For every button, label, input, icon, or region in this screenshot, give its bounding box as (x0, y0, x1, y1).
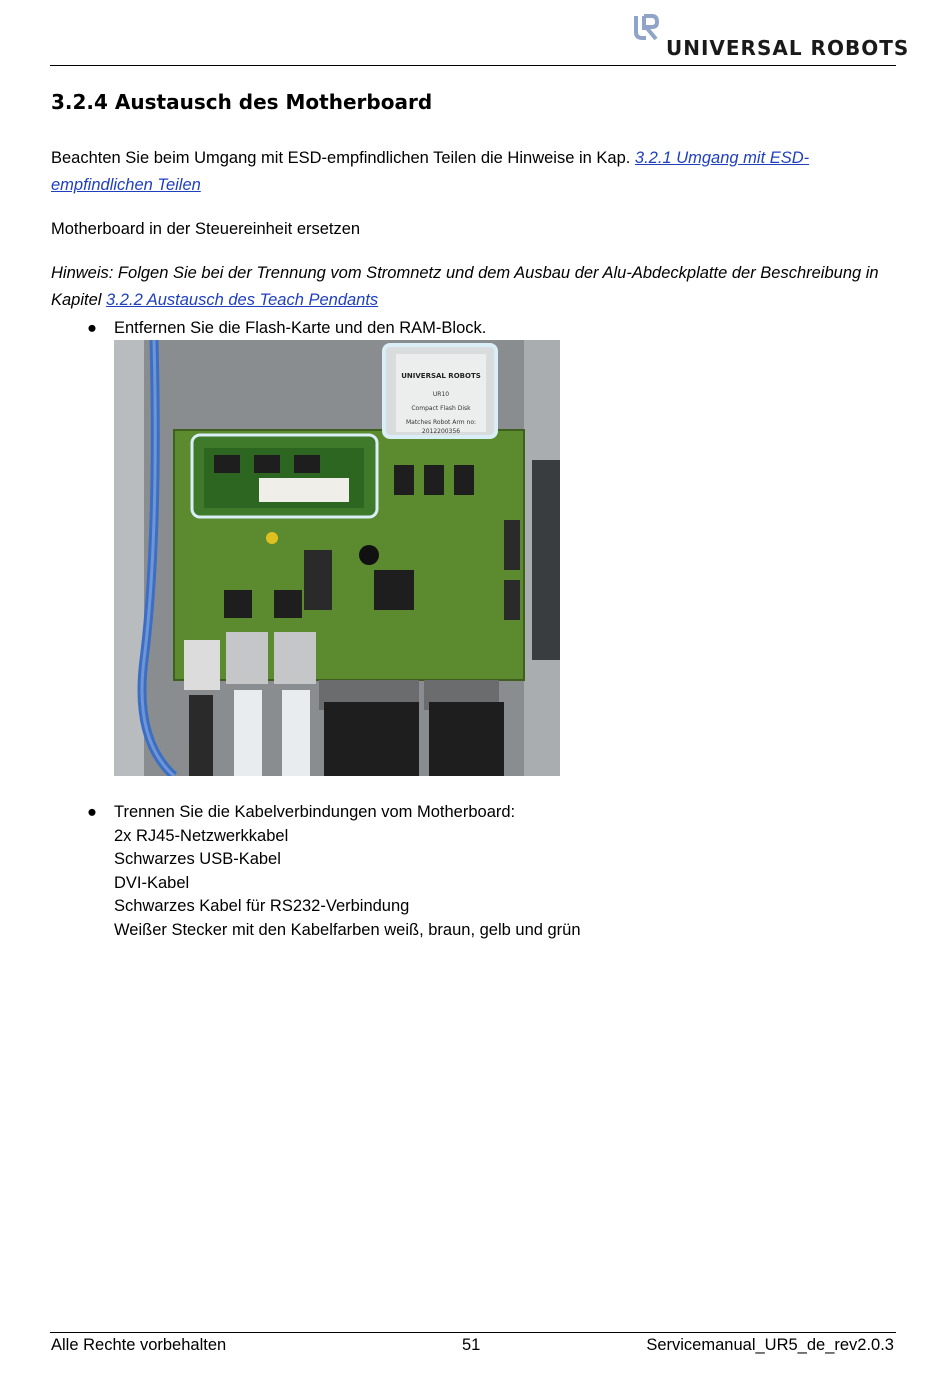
list-item (51, 801, 581, 825)
bullet-icon: ● (87, 319, 97, 337)
list-item (51, 919, 581, 943)
header-divider (50, 65, 896, 66)
list-item (51, 317, 486, 341)
step-text: Entfernen Sie die Flash-Karte und den RAM-Block. (114, 319, 487, 337)
card-model-text: UR10 (432, 391, 450, 398)
bullet-icon: ● (87, 803, 97, 821)
card-type-text: Compact Flash Disk (411, 405, 471, 412)
cable-item: 2x RJ45-Netzwerkkabel (114, 826, 289, 845)
step-text: Trennen Sie die Kabelverbindungen vom Motherboard: (114, 803, 516, 821)
page-number: 51 (462, 1336, 481, 1354)
step-list-1 (51, 317, 486, 341)
list-item (51, 848, 581, 872)
note-text: Hinweis: Folgen Sie bei der Trennung vom Stromnetz und dem Ausbau der Alu-Abdeckplatte der Beschreibung in Kapitel (51, 264, 879, 309)
motherboard-photo (114, 340, 560, 776)
footer-doc-id: Servicemanual_UR5_de_rev2.0.3 (646, 1336, 894, 1354)
ur-logo-icon (634, 14, 660, 42)
esd-section-link[interactable]: 3.2.1 Umgang mit ESD-empfindlichen Teilen (51, 149, 810, 194)
brand-name: UNIVERSAL ROBOTS (666, 36, 910, 60)
card-serial-text: 2012200356 (421, 428, 461, 435)
cable-item: Weißer Stecker mit den Kabelfarben weiß, braun, gelb und grün (114, 920, 581, 939)
cable-item: DVI-Kabel (114, 873, 190, 892)
cable-item: Schwarzes USB-Kabel (114, 850, 281, 868)
step-list-2 (51, 801, 581, 942)
footer-copyright: Alle Rechte vorbehalten (51, 1336, 227, 1354)
list-item (51, 872, 581, 896)
subtitle: Motherboard in der Steuereinheit ersetzen (51, 220, 361, 238)
header-logo (634, 14, 910, 60)
note-paragraph (51, 260, 881, 314)
card-match-text: Matches Robot Arm no: (405, 419, 477, 426)
intro-text: Beachten Sie beim Umgang mit ESD-empfindlichen Teilen die Hinweise in Kap. (51, 149, 635, 167)
card-brand-text: UNIVERSAL ROBOTS (401, 372, 481, 380)
teach-pendant-link[interactable]: 3.2.2 Austausch des Teach Pendants (106, 291, 379, 309)
footer-divider (50, 1332, 896, 1333)
list-item (51, 825, 581, 849)
section-heading: 3.2.4 Austausch des Motherboard (51, 90, 433, 114)
list-item (51, 895, 581, 919)
intro-paragraph (51, 145, 881, 199)
cable-item: Schwarzes Kabel für RS232-Verbindung (114, 897, 410, 915)
